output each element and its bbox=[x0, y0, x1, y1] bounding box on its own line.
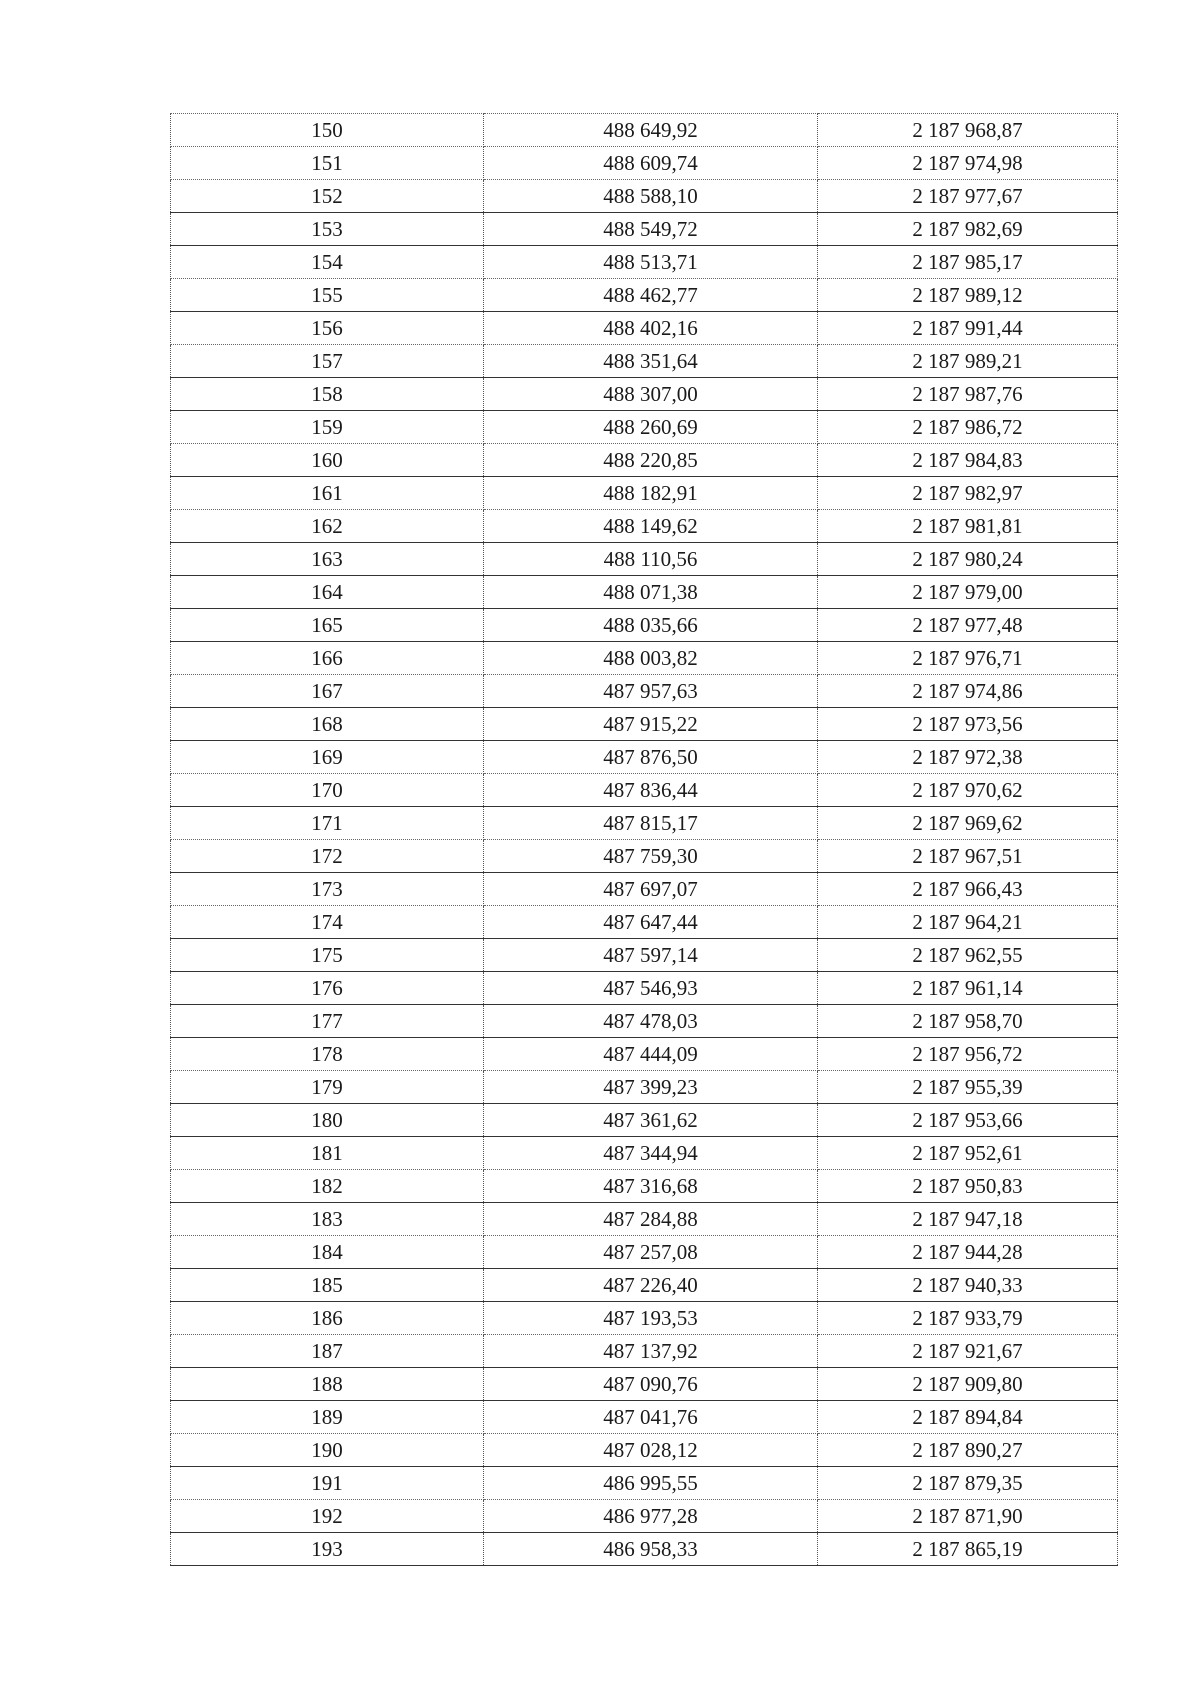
x-coordinate-cell: 487 316,68 bbox=[484, 1170, 818, 1203]
y-coordinate-cell: 2 187 955,39 bbox=[818, 1071, 1118, 1104]
x-coordinate-cell: 487 836,44 bbox=[484, 774, 818, 807]
y-coordinate-cell: 2 187 940,33 bbox=[818, 1269, 1118, 1302]
x-coordinate-cell: 488 035,66 bbox=[484, 609, 818, 642]
x-coordinate-cell: 487 546,93 bbox=[484, 972, 818, 1005]
x-coordinate-cell: 487 957,63 bbox=[484, 675, 818, 708]
y-coordinate-cell: 2 187 984,83 bbox=[818, 444, 1118, 477]
x-coordinate-cell: 488 649,92 bbox=[484, 114, 818, 147]
point-number-cell: 157 bbox=[171, 345, 484, 378]
table-row bbox=[171, 1005, 1118, 1038]
table-row bbox=[171, 906, 1118, 939]
point-number-cell: 174 bbox=[171, 906, 484, 939]
y-coordinate-cell: 2 187 987,76 bbox=[818, 378, 1118, 411]
point-number-cell: 192 bbox=[171, 1500, 484, 1533]
x-coordinate-cell: 487 028,12 bbox=[484, 1434, 818, 1467]
x-coordinate-cell: 488 071,38 bbox=[484, 576, 818, 609]
y-coordinate-cell: 2 187 982,97 bbox=[818, 477, 1118, 510]
y-coordinate-cell: 2 187 947,18 bbox=[818, 1203, 1118, 1236]
y-coordinate-cell: 2 187 980,24 bbox=[818, 543, 1118, 576]
x-coordinate-cell: 487 478,03 bbox=[484, 1005, 818, 1038]
y-coordinate-cell: 2 187 986,72 bbox=[818, 411, 1118, 444]
table-row bbox=[171, 1137, 1118, 1170]
x-coordinate-cell: 487 090,76 bbox=[484, 1368, 818, 1401]
x-coordinate-cell: 488 260,69 bbox=[484, 411, 818, 444]
x-coordinate-cell: 487 041,76 bbox=[484, 1401, 818, 1434]
x-coordinate-cell: 487 361,62 bbox=[484, 1104, 818, 1137]
point-number-cell: 191 bbox=[171, 1467, 484, 1500]
point-number-cell: 162 bbox=[171, 510, 484, 543]
point-number-cell: 179 bbox=[171, 1071, 484, 1104]
y-coordinate-cell: 2 187 958,70 bbox=[818, 1005, 1118, 1038]
coordinates-table-body bbox=[171, 114, 1118, 1566]
x-coordinate-cell: 488 149,62 bbox=[484, 510, 818, 543]
y-coordinate-cell: 2 187 989,21 bbox=[818, 345, 1118, 378]
point-number-cell: 176 bbox=[171, 972, 484, 1005]
point-number-cell: 156 bbox=[171, 312, 484, 345]
table-row bbox=[171, 312, 1118, 345]
y-coordinate-cell: 2 187 871,90 bbox=[818, 1500, 1118, 1533]
y-coordinate-cell: 2 187 879,35 bbox=[818, 1467, 1118, 1500]
y-coordinate-cell: 2 187 894,84 bbox=[818, 1401, 1118, 1434]
x-coordinate-cell: 487 444,09 bbox=[484, 1038, 818, 1071]
x-coordinate-cell: 486 977,28 bbox=[484, 1500, 818, 1533]
point-number-cell: 168 bbox=[171, 708, 484, 741]
x-coordinate-cell: 487 915,22 bbox=[484, 708, 818, 741]
table-row bbox=[171, 1170, 1118, 1203]
y-coordinate-cell: 2 187 970,62 bbox=[818, 774, 1118, 807]
table-row bbox=[171, 1071, 1118, 1104]
y-coordinate-cell: 2 187 974,98 bbox=[818, 147, 1118, 180]
point-number-cell: 193 bbox=[171, 1533, 484, 1566]
x-coordinate-cell: 487 399,23 bbox=[484, 1071, 818, 1104]
x-coordinate-cell: 488 402,16 bbox=[484, 312, 818, 345]
y-coordinate-cell: 2 187 967,51 bbox=[818, 840, 1118, 873]
x-coordinate-cell: 487 697,07 bbox=[484, 873, 818, 906]
y-coordinate-cell: 2 187 950,83 bbox=[818, 1170, 1118, 1203]
table-row bbox=[171, 411, 1118, 444]
y-coordinate-cell: 2 187 952,61 bbox=[818, 1137, 1118, 1170]
table-row bbox=[171, 873, 1118, 906]
table-row bbox=[171, 1236, 1118, 1269]
x-coordinate-cell: 488 182,91 bbox=[484, 477, 818, 510]
table-row bbox=[171, 1104, 1118, 1137]
y-coordinate-cell: 2 187 969,62 bbox=[818, 807, 1118, 840]
point-number-cell: 160 bbox=[171, 444, 484, 477]
table-row bbox=[171, 1500, 1118, 1533]
point-number-cell: 177 bbox=[171, 1005, 484, 1038]
point-number-cell: 184 bbox=[171, 1236, 484, 1269]
y-coordinate-cell: 2 187 973,56 bbox=[818, 708, 1118, 741]
table-row bbox=[171, 1533, 1118, 1566]
table-row bbox=[171, 741, 1118, 774]
table-row bbox=[171, 609, 1118, 642]
point-number-cell: 163 bbox=[171, 543, 484, 576]
y-coordinate-cell: 2 187 974,86 bbox=[818, 675, 1118, 708]
table-row bbox=[171, 675, 1118, 708]
x-coordinate-cell: 488 513,71 bbox=[484, 246, 818, 279]
x-coordinate-cell: 488 549,72 bbox=[484, 213, 818, 246]
y-coordinate-cell: 2 187 968,87 bbox=[818, 114, 1118, 147]
point-number-cell: 180 bbox=[171, 1104, 484, 1137]
table-row bbox=[171, 1269, 1118, 1302]
y-coordinate-cell: 2 187 977,48 bbox=[818, 609, 1118, 642]
table-row bbox=[171, 444, 1118, 477]
point-number-cell: 166 bbox=[171, 642, 484, 675]
table-row bbox=[171, 477, 1118, 510]
y-coordinate-cell: 2 187 956,72 bbox=[818, 1038, 1118, 1071]
table-row bbox=[171, 939, 1118, 972]
table-row bbox=[171, 180, 1118, 213]
table-row bbox=[171, 708, 1118, 741]
x-coordinate-cell: 487 815,17 bbox=[484, 807, 818, 840]
table-row bbox=[171, 642, 1118, 675]
y-coordinate-cell: 2 187 944,28 bbox=[818, 1236, 1118, 1269]
point-number-cell: 172 bbox=[171, 840, 484, 873]
point-number-cell: 150 bbox=[171, 114, 484, 147]
table-row bbox=[171, 378, 1118, 411]
table-row bbox=[171, 279, 1118, 312]
x-coordinate-cell: 488 462,77 bbox=[484, 279, 818, 312]
y-coordinate-cell: 2 187 921,67 bbox=[818, 1335, 1118, 1368]
y-coordinate-cell: 2 187 961,14 bbox=[818, 972, 1118, 1005]
point-number-cell: 187 bbox=[171, 1335, 484, 1368]
x-coordinate-cell: 487 759,30 bbox=[484, 840, 818, 873]
point-number-cell: 171 bbox=[171, 807, 484, 840]
point-number-cell: 164 bbox=[171, 576, 484, 609]
point-number-cell: 186 bbox=[171, 1302, 484, 1335]
y-coordinate-cell: 2 187 977,67 bbox=[818, 180, 1118, 213]
point-number-cell: 159 bbox=[171, 411, 484, 444]
point-number-cell: 158 bbox=[171, 378, 484, 411]
x-coordinate-cell: 487 876,50 bbox=[484, 741, 818, 774]
y-coordinate-cell: 2 187 989,12 bbox=[818, 279, 1118, 312]
y-coordinate-cell: 2 187 966,43 bbox=[818, 873, 1118, 906]
y-coordinate-cell: 2 187 953,66 bbox=[818, 1104, 1118, 1137]
point-number-cell: 154 bbox=[171, 246, 484, 279]
point-number-cell: 153 bbox=[171, 213, 484, 246]
point-number-cell: 181 bbox=[171, 1137, 484, 1170]
point-number-cell: 155 bbox=[171, 279, 484, 312]
x-coordinate-cell: 487 193,53 bbox=[484, 1302, 818, 1335]
table-row bbox=[171, 840, 1118, 873]
y-coordinate-cell: 2 187 981,81 bbox=[818, 510, 1118, 543]
point-number-cell: 188 bbox=[171, 1368, 484, 1401]
table-row bbox=[171, 114, 1118, 147]
x-coordinate-cell: 487 647,44 bbox=[484, 906, 818, 939]
x-coordinate-cell: 487 344,94 bbox=[484, 1137, 818, 1170]
y-coordinate-cell: 2 187 991,44 bbox=[818, 312, 1118, 345]
table-row bbox=[171, 510, 1118, 543]
point-number-cell: 183 bbox=[171, 1203, 484, 1236]
x-coordinate-cell: 488 351,64 bbox=[484, 345, 818, 378]
point-number-cell: 175 bbox=[171, 939, 484, 972]
x-coordinate-cell: 488 110,56 bbox=[484, 543, 818, 576]
point-number-cell: 152 bbox=[171, 180, 484, 213]
point-number-cell: 178 bbox=[171, 1038, 484, 1071]
point-number-cell: 190 bbox=[171, 1434, 484, 1467]
y-coordinate-cell: 2 187 972,38 bbox=[818, 741, 1118, 774]
x-coordinate-cell: 486 958,33 bbox=[484, 1533, 818, 1566]
table-row bbox=[171, 345, 1118, 378]
table-row bbox=[171, 147, 1118, 180]
y-coordinate-cell: 2 187 964,21 bbox=[818, 906, 1118, 939]
table-row bbox=[171, 1335, 1118, 1368]
x-coordinate-cell: 487 284,88 bbox=[484, 1203, 818, 1236]
x-coordinate-cell: 487 597,14 bbox=[484, 939, 818, 972]
y-coordinate-cell: 2 187 982,69 bbox=[818, 213, 1118, 246]
table-row bbox=[171, 972, 1118, 1005]
table-row bbox=[171, 213, 1118, 246]
x-coordinate-cell: 488 220,85 bbox=[484, 444, 818, 477]
point-number-cell: 173 bbox=[171, 873, 484, 906]
table-row bbox=[171, 1434, 1118, 1467]
table-row bbox=[171, 1302, 1118, 1335]
y-coordinate-cell: 2 187 979,00 bbox=[818, 576, 1118, 609]
y-coordinate-cell: 2 187 909,80 bbox=[818, 1368, 1118, 1401]
point-number-cell: 182 bbox=[171, 1170, 484, 1203]
point-number-cell: 169 bbox=[171, 741, 484, 774]
table-row bbox=[171, 543, 1118, 576]
table-row bbox=[171, 1401, 1118, 1434]
point-number-cell: 161 bbox=[171, 477, 484, 510]
coordinates-table bbox=[170, 113, 1118, 1566]
y-coordinate-cell: 2 187 933,79 bbox=[818, 1302, 1118, 1335]
y-coordinate-cell: 2 187 962,55 bbox=[818, 939, 1118, 972]
point-number-cell: 170 bbox=[171, 774, 484, 807]
table-row bbox=[171, 1467, 1118, 1500]
x-coordinate-cell: 487 226,40 bbox=[484, 1269, 818, 1302]
x-coordinate-cell: 488 588,10 bbox=[484, 180, 818, 213]
x-coordinate-cell: 486 995,55 bbox=[484, 1467, 818, 1500]
x-coordinate-cell: 487 257,08 bbox=[484, 1236, 818, 1269]
table-row bbox=[171, 807, 1118, 840]
y-coordinate-cell: 2 187 976,71 bbox=[818, 642, 1118, 675]
y-coordinate-cell: 2 187 985,17 bbox=[818, 246, 1118, 279]
x-coordinate-cell: 488 609,74 bbox=[484, 147, 818, 180]
table-row bbox=[171, 774, 1118, 807]
table-row bbox=[171, 246, 1118, 279]
y-coordinate-cell: 2 187 865,19 bbox=[818, 1533, 1118, 1566]
table-row bbox=[171, 1368, 1118, 1401]
table-row bbox=[171, 1038, 1118, 1071]
point-number-cell: 189 bbox=[171, 1401, 484, 1434]
x-coordinate-cell: 487 137,92 bbox=[484, 1335, 818, 1368]
point-number-cell: 151 bbox=[171, 147, 484, 180]
table-row bbox=[171, 1203, 1118, 1236]
point-number-cell: 167 bbox=[171, 675, 484, 708]
table-row bbox=[171, 576, 1118, 609]
point-number-cell: 185 bbox=[171, 1269, 484, 1302]
x-coordinate-cell: 488 003,82 bbox=[484, 642, 818, 675]
x-coordinate-cell: 488 307,00 bbox=[484, 378, 818, 411]
y-coordinate-cell: 2 187 890,27 bbox=[818, 1434, 1118, 1467]
point-number-cell: 165 bbox=[171, 609, 484, 642]
